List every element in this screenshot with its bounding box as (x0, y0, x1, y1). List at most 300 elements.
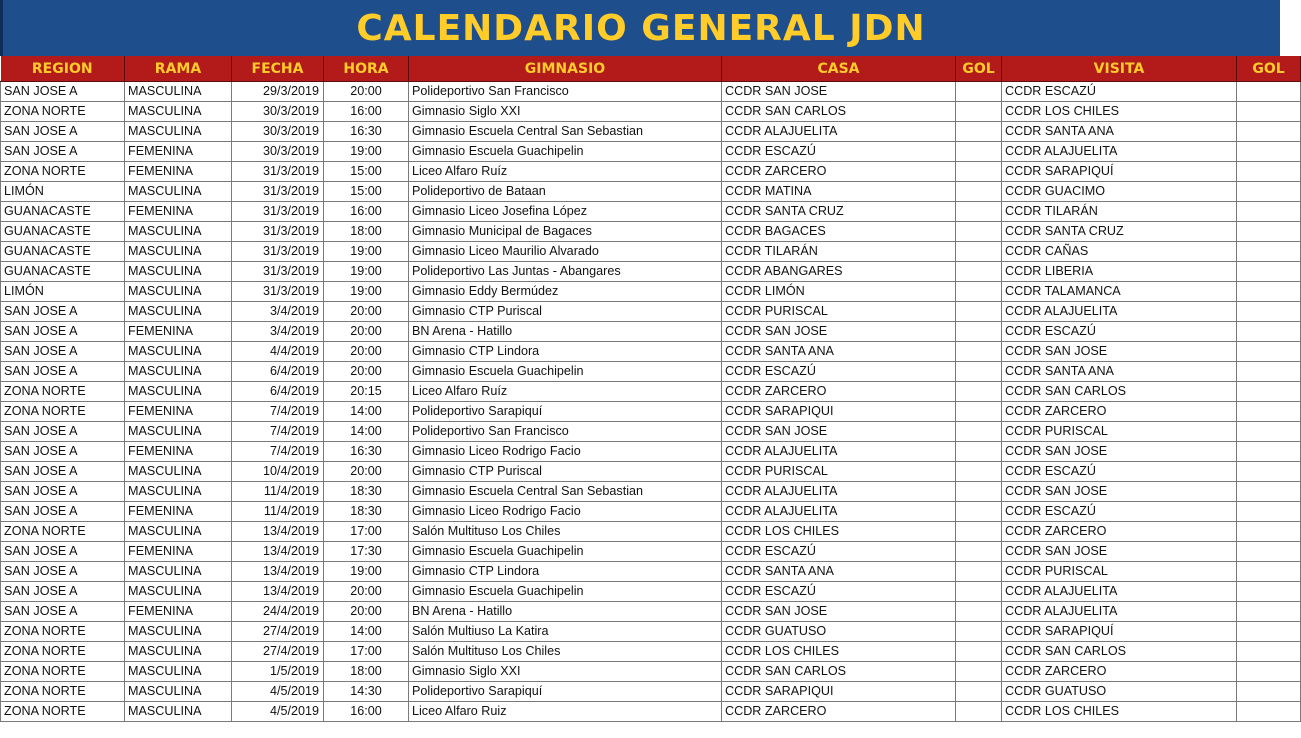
cell-rama[interactable]: MASCULINA (125, 262, 232, 282)
cell-gol-casa[interactable] (956, 502, 1002, 522)
cell-fecha[interactable]: 30/3/2019 (232, 122, 324, 142)
header-region[interactable]: REGION (1, 56, 125, 82)
cell-visita[interactable]: CCDR ESCAZÚ (1002, 82, 1237, 102)
cell-gol-visita[interactable] (1237, 182, 1301, 202)
cell-casa[interactable]: CCDR GUATUSO (722, 622, 956, 642)
cell-visita[interactable]: CCDR ALAJUELITA (1002, 582, 1237, 602)
cell-rama[interactable]: FEMENINA (125, 502, 232, 522)
cell-gol-visita[interactable] (1237, 402, 1301, 422)
cell-gol-visita[interactable] (1237, 222, 1301, 242)
cell-gol-visita[interactable] (1237, 622, 1301, 642)
cell-gimnasio[interactable]: Gimnasio Escuela Guachipelin (409, 542, 722, 562)
cell-gol-casa[interactable] (956, 662, 1002, 682)
cell-hora[interactable]: 20:15 (324, 382, 409, 402)
cell-casa[interactable]: CCDR ALAJUELITA (722, 442, 956, 462)
cell-casa[interactable]: CCDR BAGACES (722, 222, 956, 242)
cell-rama[interactable]: FEMENINA (125, 162, 232, 182)
cell-region[interactable]: ZONA NORTE (1, 642, 125, 662)
cell-gol-visita[interactable] (1237, 442, 1301, 462)
cell-casa[interactable]: CCDR PURISCAL (722, 462, 956, 482)
cell-rama[interactable]: MASCULINA (125, 582, 232, 602)
cell-rama[interactable]: MASCULINA (125, 422, 232, 442)
cell-visita[interactable]: CCDR ALAJUELITA (1002, 602, 1237, 622)
cell-gol-casa[interactable] (956, 82, 1002, 102)
cell-gol-visita[interactable] (1237, 382, 1301, 402)
cell-region[interactable]: SAN JOSE A (1, 302, 125, 322)
cell-hora[interactable]: 20:00 (324, 582, 409, 602)
cell-gol-casa[interactable] (956, 422, 1002, 442)
cell-rama[interactable]: MASCULINA (125, 522, 232, 542)
table-row (1, 82, 1301, 102)
cell-hora[interactable]: 14:00 (324, 422, 409, 442)
cell-casa[interactable]: CCDR ALAJUELITA (722, 122, 956, 142)
cell-gol-visita[interactable] (1237, 362, 1301, 382)
cell-rama[interactable]: MASCULINA (125, 642, 232, 662)
cell-hora[interactable]: 16:30 (324, 122, 409, 142)
cell-fecha[interactable]: 27/4/2019 (232, 622, 324, 642)
cell-region[interactable]: ZONA NORTE (1, 102, 125, 122)
cell-hora[interactable]: 19:00 (324, 562, 409, 582)
cell-fecha[interactable]: 7/4/2019 (232, 402, 324, 422)
cell-casa[interactable]: CCDR ALAJUELITA (722, 482, 956, 502)
cell-casa[interactable]: CCDR SARAPIQUI (722, 682, 956, 702)
cell-rama[interactable]: MASCULINA (125, 382, 232, 402)
cell-region[interactable]: ZONA NORTE (1, 382, 125, 402)
cell-visita[interactable]: CCDR SAN JOSE (1002, 442, 1237, 462)
cell-rama[interactable]: MASCULINA (125, 222, 232, 242)
cell-hora[interactable]: 17:00 (324, 522, 409, 542)
cell-visita[interactable]: CCDR SAN CARLOS (1002, 642, 1237, 662)
cell-casa[interactable]: CCDR SAN JOSE (722, 322, 956, 342)
cell-fecha[interactable]: 30/3/2019 (232, 142, 324, 162)
cell-fecha[interactable]: 4/5/2019 (232, 682, 324, 702)
cell-gol-casa[interactable] (956, 162, 1002, 182)
cell-gimnasio[interactable]: Gimnasio CTP Lindora (409, 342, 722, 362)
cell-casa[interactable]: CCDR ALAJUELITA (722, 502, 956, 522)
cell-fecha[interactable]: 11/4/2019 (232, 502, 324, 522)
cell-hora[interactable]: 15:00 (324, 162, 409, 182)
cell-casa[interactable]: CCDR SAN CARLOS (722, 102, 956, 122)
cell-casa[interactable]: CCDR ESCAZÚ (722, 542, 956, 562)
cell-casa[interactable]: CCDR SANTA ANA (722, 562, 956, 582)
cell-gimnasio[interactable]: Gimnasio Liceo Josefina López (409, 202, 722, 222)
cell-gimnasio[interactable]: Gimnasio Escuela Guachipelin (409, 362, 722, 382)
cell-gol-casa[interactable] (956, 302, 1002, 322)
cell-region[interactable]: SAN JOSE A (1, 142, 125, 162)
cell-gol-casa[interactable] (956, 522, 1002, 542)
cell-fecha[interactable]: 10/4/2019 (232, 462, 324, 482)
cell-hora[interactable]: 16:30 (324, 442, 409, 462)
cell-gol-visita[interactable] (1237, 642, 1301, 662)
cell-visita[interactable]: CCDR CAÑAS (1002, 242, 1237, 262)
cell-casa[interactable]: CCDR LOS CHILES (722, 522, 956, 542)
cell-visita[interactable]: CCDR ZARCERO (1002, 522, 1237, 542)
cell-gol-visita[interactable] (1237, 242, 1301, 262)
cell-gimnasio[interactable]: Polideportivo de Bataan (409, 182, 722, 202)
cell-visita[interactable]: CCDR PURISCAL (1002, 562, 1237, 582)
cell-fecha[interactable]: 31/3/2019 (232, 262, 324, 282)
cell-gol-casa[interactable] (956, 462, 1002, 482)
cell-gol-casa[interactable] (956, 122, 1002, 142)
cell-rama[interactable]: MASCULINA (125, 242, 232, 262)
cell-gol-casa[interactable] (956, 382, 1002, 402)
cell-gol-visita[interactable] (1237, 602, 1301, 622)
cell-rama[interactable]: FEMENINA (125, 402, 232, 422)
cell-gol-visita[interactable] (1237, 122, 1301, 142)
cell-visita[interactable]: CCDR PURISCAL (1002, 422, 1237, 442)
cell-gimnasio[interactable]: BN Arena - Hatillo (409, 602, 722, 622)
cell-region[interactable]: ZONA NORTE (1, 662, 125, 682)
cell-gimnasio[interactable]: Gimnasio Escuela Guachipelin (409, 142, 722, 162)
cell-casa[interactable]: CCDR ESCAZÚ (722, 142, 956, 162)
cell-visita[interactable]: CCDR ALAJUELITA (1002, 142, 1237, 162)
cell-region[interactable]: GUANACASTE (1, 222, 125, 242)
cell-gol-casa[interactable] (956, 622, 1002, 642)
cell-gimnasio[interactable]: Gimnasio Liceo Rodrigo Facio (409, 442, 722, 462)
cell-rama[interactable]: MASCULINA (125, 342, 232, 362)
cell-casa[interactable]: CCDR PURISCAL (722, 302, 956, 322)
cell-gol-casa[interactable] (956, 362, 1002, 382)
cell-gol-visita[interactable] (1237, 102, 1301, 122)
cell-rama[interactable]: MASCULINA (125, 182, 232, 202)
cell-rama[interactable]: MASCULINA (125, 482, 232, 502)
cell-gol-visita[interactable] (1237, 482, 1301, 502)
cell-rama[interactable]: FEMENINA (125, 322, 232, 342)
cell-hora[interactable]: 16:00 (324, 702, 409, 722)
cell-casa[interactable]: CCDR MATINA (722, 182, 956, 202)
cell-fecha[interactable]: 31/3/2019 (232, 202, 324, 222)
cell-visita[interactable]: CCDR GUACIMO (1002, 182, 1237, 202)
cell-region[interactable]: ZONA NORTE (1, 162, 125, 182)
cell-hora[interactable]: 20:00 (324, 462, 409, 482)
cell-gimnasio[interactable]: Gimnasio Siglo XXI (409, 102, 722, 122)
cell-gol-visita[interactable] (1237, 342, 1301, 362)
cell-gimnasio[interactable]: Gimnasio Siglo XXI (409, 662, 722, 682)
cell-visita[interactable]: CCDR ZARCERO (1002, 662, 1237, 682)
cell-gol-casa[interactable] (956, 582, 1002, 602)
cell-fecha[interactable]: 4/4/2019 (232, 342, 324, 362)
cell-hora[interactable]: 19:00 (324, 142, 409, 162)
cell-region[interactable]: ZONA NORTE (1, 682, 125, 702)
cell-region[interactable]: LIMÓN (1, 182, 125, 202)
cell-gol-casa[interactable] (956, 562, 1002, 582)
cell-rama[interactable]: MASCULINA (125, 462, 232, 482)
cell-visita[interactable]: CCDR SARAPIQUÍ (1002, 162, 1237, 182)
cell-rama[interactable]: MASCULINA (125, 302, 232, 322)
cell-gol-visita[interactable] (1237, 562, 1301, 582)
cell-visita[interactable]: CCDR ALAJUELITA (1002, 302, 1237, 322)
cell-gol-visita[interactable] (1237, 282, 1301, 302)
cell-region[interactable]: SAN JOSE A (1, 422, 125, 442)
cell-gimnasio[interactable]: Polideportivo Sarapiquí (409, 682, 722, 702)
cell-rama[interactable]: MASCULINA (125, 662, 232, 682)
cell-casa[interactable]: CCDR SANTA CRUZ (722, 202, 956, 222)
cell-hora[interactable]: 18:00 (324, 222, 409, 242)
cell-visita[interactable]: CCDR LIBERIA (1002, 262, 1237, 282)
cell-region[interactable]: GUANACASTE (1, 242, 125, 262)
cell-hora[interactable]: 15:00 (324, 182, 409, 202)
cell-gol-visita[interactable] (1237, 582, 1301, 602)
cell-hora[interactable]: 19:00 (324, 242, 409, 262)
cell-fecha[interactable]: 3/4/2019 (232, 302, 324, 322)
cell-visita[interactable]: CCDR ESCAZÚ (1002, 502, 1237, 522)
cell-gimnasio[interactable]: Salón Multituso Los Chiles (409, 522, 722, 542)
cell-hora[interactable]: 19:00 (324, 262, 409, 282)
cell-gol-visita[interactable] (1237, 522, 1301, 542)
cell-hora[interactable]: 17:30 (324, 542, 409, 562)
cell-gol-visita[interactable] (1237, 682, 1301, 702)
cell-gol-visita[interactable] (1237, 322, 1301, 342)
cell-hora[interactable]: 19:00 (324, 282, 409, 302)
cell-region[interactable]: ZONA NORTE (1, 622, 125, 642)
cell-casa[interactable]: CCDR SANTA ANA (722, 342, 956, 362)
cell-casa[interactable]: CCDR SAN JOSE (722, 82, 956, 102)
cell-gol-visita[interactable] (1237, 542, 1301, 562)
table-row (1, 402, 1301, 422)
cell-region[interactable]: ZONA NORTE (1, 702, 125, 722)
cell-rama[interactable]: MASCULINA (125, 362, 232, 382)
cell-visita[interactable]: CCDR ESCAZÚ (1002, 462, 1237, 482)
cell-visita[interactable]: CCDR LOS CHILES (1002, 102, 1237, 122)
cell-fecha[interactable]: 1/5/2019 (232, 662, 324, 682)
cell-visita[interactable]: CCDR TILARÁN (1002, 202, 1237, 222)
cell-fecha[interactable]: 11/4/2019 (232, 482, 324, 502)
cell-hora[interactable]: 16:00 (324, 102, 409, 122)
cell-gimnasio[interactable]: Polideportivo San Francisco (409, 422, 722, 442)
cell-fecha[interactable]: 3/4/2019 (232, 322, 324, 342)
cell-gol-casa[interactable] (956, 442, 1002, 462)
cell-region[interactable]: SAN JOSE A (1, 322, 125, 342)
cell-fecha[interactable]: 4/5/2019 (232, 702, 324, 722)
cell-region[interactable]: SAN JOSE A (1, 482, 125, 502)
cell-hora[interactable]: 16:00 (324, 202, 409, 222)
cell-gimnasio[interactable]: Gimnasio CTP Puriscal (409, 462, 722, 482)
cell-gol-casa[interactable] (956, 342, 1002, 362)
cell-fecha[interactable]: 30/3/2019 (232, 102, 324, 122)
cell-rama[interactable]: FEMENINA (125, 602, 232, 622)
cell-fecha[interactable]: 31/3/2019 (232, 162, 324, 182)
cell-gol-casa[interactable] (956, 642, 1002, 662)
cell-gimnasio[interactable]: Gimnasio Liceo Rodrigo Facio (409, 502, 722, 522)
cell-gol-casa[interactable] (956, 262, 1002, 282)
cell-gol-casa[interactable] (956, 282, 1002, 302)
cell-region[interactable]: SAN JOSE A (1, 542, 125, 562)
cell-gol-visita[interactable] (1237, 262, 1301, 282)
cell-gimnasio[interactable]: Polideportivo Las Juntas - Abangares (409, 262, 722, 282)
cell-fecha[interactable]: 31/3/2019 (232, 182, 324, 202)
cell-fecha[interactable]: 6/4/2019 (232, 362, 324, 382)
table-row (1, 282, 1301, 302)
cell-casa[interactable]: CCDR SAN CARLOS (722, 662, 956, 682)
cell-visita[interactable]: CCDR SAN JOSE (1002, 342, 1237, 362)
cell-visita[interactable]: CCDR ZARCERO (1002, 402, 1237, 422)
cell-gimnasio[interactable]: Gimnasio Liceo Maurilio Alvarado (409, 242, 722, 262)
cell-gimnasio[interactable]: Gimnasio Escuela Central San Sebastian (409, 122, 722, 142)
cell-visita[interactable]: CCDR SANTA ANA (1002, 362, 1237, 382)
cell-gol-casa[interactable] (956, 182, 1002, 202)
cell-fecha[interactable]: 13/4/2019 (232, 562, 324, 582)
header-gimnasio[interactable]: GIMNASIO (409, 56, 722, 82)
cell-casa[interactable]: CCDR ABANGARES (722, 262, 956, 282)
cell-rama[interactable]: FEMENINA (125, 442, 232, 462)
cell-casa[interactable]: CCDR SARAPIQUI (722, 402, 956, 422)
cell-hora[interactable]: 20:00 (324, 302, 409, 322)
cell-hora[interactable]: 20:00 (324, 82, 409, 102)
cell-region[interactable]: SAN JOSE A (1, 562, 125, 582)
cell-rama[interactable]: MASCULINA (125, 702, 232, 722)
cell-region[interactable]: GUANACASTE (1, 202, 125, 222)
cell-gimnasio[interactable]: Gimnasio Municipal de Bagaces (409, 222, 722, 242)
cell-hora[interactable]: 18:30 (324, 482, 409, 502)
header-hora[interactable]: HORA (324, 56, 409, 82)
cell-casa[interactable]: CCDR ZARCERO (722, 702, 956, 722)
cell-casa[interactable]: CCDR SAN JOSE (722, 422, 956, 442)
cell-gol-visita[interactable] (1237, 82, 1301, 102)
cell-region[interactable]: ZONA NORTE (1, 402, 125, 422)
cell-hora[interactable]: 18:30 (324, 502, 409, 522)
cell-casa[interactable]: CCDR LOS CHILES (722, 642, 956, 662)
cell-fecha[interactable]: 29/3/2019 (232, 82, 324, 102)
cell-gol-casa[interactable] (956, 682, 1002, 702)
cell-rama[interactable]: MASCULINA (125, 282, 232, 302)
cell-gol-casa[interactable] (956, 142, 1002, 162)
cell-gol-casa[interactable] (956, 702, 1002, 722)
cell-visita[interactable]: CCDR SARAPIQUÍ (1002, 622, 1237, 642)
cell-gimnasio[interactable]: Salón Multiuso La Katira (409, 622, 722, 642)
cell-fecha[interactable]: 31/3/2019 (232, 242, 324, 262)
cell-hora[interactable]: 18:00 (324, 662, 409, 682)
cell-gol-casa[interactable] (956, 102, 1002, 122)
cell-gol-visita[interactable] (1237, 662, 1301, 682)
cell-visita[interactable]: CCDR ESCAZÚ (1002, 322, 1237, 342)
cell-region[interactable]: SAN JOSE A (1, 582, 125, 602)
cell-casa[interactable]: CCDR SAN JOSE (722, 602, 956, 622)
cell-gimnasio[interactable]: Liceo Alfaro Ruíz (409, 382, 722, 402)
cell-hora[interactable]: 20:00 (324, 322, 409, 342)
cell-fecha[interactable]: 13/4/2019 (232, 522, 324, 542)
cell-gimnasio[interactable]: Salón Multituso Los Chiles (409, 642, 722, 662)
cell-casa[interactable]: CCDR ESCAZÚ (722, 362, 956, 382)
cell-fecha[interactable]: 27/4/2019 (232, 642, 324, 662)
cell-region[interactable]: SAN JOSE A (1, 82, 125, 102)
cell-fecha[interactable]: 31/3/2019 (232, 282, 324, 302)
cell-gol-visita[interactable] (1237, 422, 1301, 442)
cell-gimnasio[interactable]: Gimnasio CTP Puriscal (409, 302, 722, 322)
cell-gimnasio[interactable]: Liceo Alfaro Ruiz (409, 702, 722, 722)
header-gol-visita[interactable]: GOL (1237, 56, 1301, 82)
cell-casa[interactable]: CCDR LIMÓN (722, 282, 956, 302)
cell-rama[interactable]: MASCULINA (125, 102, 232, 122)
header-visita[interactable]: VISITA (1002, 56, 1237, 82)
cell-gol-casa[interactable] (956, 242, 1002, 262)
cell-region[interactable]: SAN JOSE A (1, 122, 125, 142)
cell-hora[interactable]: 14:30 (324, 682, 409, 702)
cell-visita[interactable]: CCDR LOS CHILES (1002, 702, 1237, 722)
cell-rama[interactable]: MASCULINA (125, 82, 232, 102)
cell-rama[interactable]: FEMENINA (125, 202, 232, 222)
cell-fecha[interactable]: 13/4/2019 (232, 582, 324, 602)
cell-gol-visita[interactable] (1237, 702, 1301, 722)
header-gol-casa[interactable]: GOL (956, 56, 1002, 82)
cell-region[interactable]: SAN JOSE A (1, 362, 125, 382)
cell-visita[interactable]: CCDR GUATUSO (1002, 682, 1237, 702)
header-rama[interactable]: RAMA (125, 56, 232, 82)
cell-gol-casa[interactable] (956, 482, 1002, 502)
cell-gol-visita[interactable] (1237, 462, 1301, 482)
cell-gol-casa[interactable] (956, 202, 1002, 222)
cell-fecha[interactable]: 31/3/2019 (232, 222, 324, 242)
cell-gol-casa[interactable] (956, 222, 1002, 242)
cell-gol-visita[interactable] (1237, 142, 1301, 162)
cell-gol-visita[interactable] (1237, 302, 1301, 322)
header-fecha[interactable]: FECHA (232, 56, 324, 82)
cell-region[interactable]: GUANACASTE (1, 262, 125, 282)
cell-gimnasio[interactable]: Liceo Alfaro Ruíz (409, 162, 722, 182)
cell-gol-visita[interactable] (1237, 502, 1301, 522)
cell-gol-casa[interactable] (956, 602, 1002, 622)
cell-hora[interactable]: 14:00 (324, 402, 409, 422)
cell-region[interactable]: ZONA NORTE (1, 522, 125, 542)
cell-gol-casa[interactable] (956, 402, 1002, 422)
cell-casa[interactable]: CCDR ZARCERO (722, 382, 956, 402)
cell-fecha[interactable]: 6/4/2019 (232, 382, 324, 402)
cell-visita[interactable]: CCDR SANTA ANA (1002, 122, 1237, 142)
cell-rama[interactable]: MASCULINA (125, 122, 232, 142)
cell-gimnasio[interactable]: Gimnasio CTP Lindora (409, 562, 722, 582)
cell-gol-visita[interactable] (1237, 162, 1301, 182)
cell-hora[interactable]: 20:00 (324, 342, 409, 362)
cell-hora[interactable]: 14:00 (324, 622, 409, 642)
cell-rama[interactable]: MASCULINA (125, 682, 232, 702)
cell-hora[interactable]: 20:00 (324, 602, 409, 622)
cell-fecha[interactable]: 7/4/2019 (232, 422, 324, 442)
cell-hora[interactable]: 17:00 (324, 642, 409, 662)
cell-rama[interactable]: MASCULINA (125, 562, 232, 582)
cell-casa[interactable]: CCDR TILARÁN (722, 242, 956, 262)
cell-gol-visita[interactable] (1237, 202, 1301, 222)
cell-rama[interactable]: FEMENINA (125, 142, 232, 162)
cell-visita[interactable]: CCDR TALAMANCA (1002, 282, 1237, 302)
cell-region[interactable]: SAN JOSE A (1, 462, 125, 482)
cell-rama[interactable]: MASCULINA (125, 622, 232, 642)
cell-region[interactable]: SAN JOSE A (1, 502, 125, 522)
cell-gimnasio[interactable]: Polideportivo San Francisco (409, 82, 722, 102)
cell-visita[interactable]: CCDR SANTA CRUZ (1002, 222, 1237, 242)
cell-casa[interactable]: CCDR ESCAZÚ (722, 582, 956, 602)
cell-hora[interactable]: 20:00 (324, 362, 409, 382)
cell-gimnasio[interactable]: Polideportivo Sarapiquí (409, 402, 722, 422)
cell-visita[interactable]: CCDR SAN JOSE (1002, 542, 1237, 562)
cell-visita[interactable]: CCDR SAN JOSE (1002, 482, 1237, 502)
cell-gimnasio[interactable]: Gimnasio Escuela Guachipelin (409, 582, 722, 602)
cell-region[interactable]: SAN JOSE A (1, 602, 125, 622)
cell-region[interactable]: LIMÓN (1, 282, 125, 302)
cell-region[interactable]: SAN JOSE A (1, 342, 125, 362)
cell-region[interactable]: SAN JOSE A (1, 442, 125, 462)
cell-gimnasio[interactable]: Gimnasio Escuela Central San Sebastian (409, 482, 722, 502)
cell-fecha[interactable]: 24/4/2019 (232, 602, 324, 622)
cell-gol-casa[interactable] (956, 542, 1002, 562)
cell-gimnasio[interactable]: Gimnasio Eddy Bermúdez (409, 282, 722, 302)
cell-fecha[interactable]: 7/4/2019 (232, 442, 324, 462)
cell-visita[interactable]: CCDR SAN CARLOS (1002, 382, 1237, 402)
header-casa[interactable]: CASA (722, 56, 956, 82)
cell-gimnasio[interactable]: BN Arena - Hatillo (409, 322, 722, 342)
cell-gol-casa[interactable] (956, 322, 1002, 342)
cell-fecha[interactable]: 13/4/2019 (232, 542, 324, 562)
cell-rama[interactable]: FEMENINA (125, 542, 232, 562)
cell-casa[interactable]: CCDR ZARCERO (722, 162, 956, 182)
